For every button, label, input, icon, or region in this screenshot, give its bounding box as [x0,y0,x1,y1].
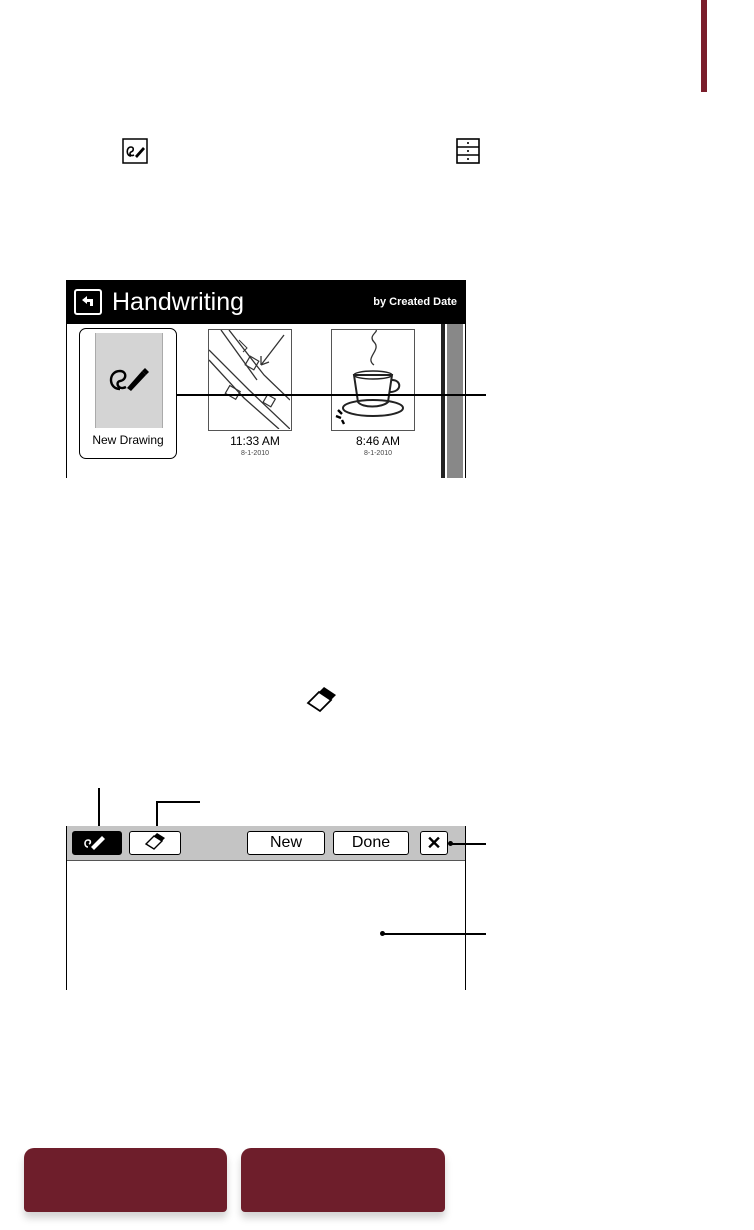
done-button[interactable]: Done [333,831,409,855]
scrollbar-track [441,324,445,478]
eraser-icon [131,832,179,852]
drawing-time: 11:33 AM [230,434,280,448]
scrollbar-thumb[interactable] [447,324,463,478]
drawing-date: 8-1-2010 [363,450,393,457]
map-sketch [209,330,290,429]
title-bar [67,280,465,324]
next-page-button[interactable] [241,1148,445,1212]
close-button[interactable]: ✕ [420,831,448,855]
coffee-drawing-thumbnail [331,329,415,431]
back-arrow-icon [76,291,100,313]
callout-line [450,843,486,845]
screen-title: Handwriting [112,288,245,316]
previous-page-button[interactable] [24,1148,227,1212]
new-button[interactable]: New [247,831,325,855]
coffee-cup-sketch [332,330,413,429]
sort-menu-icon [455,138,481,164]
map-drawing-thumbnail [208,329,292,431]
page-edge-tab [701,0,707,92]
new-drawing-tile[interactable] [79,328,177,459]
back-button[interactable] [74,289,102,315]
pen-tool-button[interactable] [72,831,122,855]
handwriting-list-screen [66,280,466,478]
handwriting-pen-icon [96,333,162,428]
pen-icon [74,832,120,852]
drawing-screen [66,826,466,990]
callout-line [383,933,486,935]
drawing-time: 8:46 AM [355,434,401,448]
drawing-date: 8-1-2010 [240,450,270,457]
eraser-icon [304,686,338,714]
callout-line [176,394,486,396]
new-drawing-label: New Drawing [92,433,164,447]
drawing-canvas[interactable] [67,861,465,990]
scrollbar[interactable] [437,324,465,478]
eraser-tool-button[interactable] [129,831,181,855]
drawing-toolbar [67,826,465,861]
new-drawing-thumbnail [95,333,163,428]
callout-line [156,801,200,803]
sort-order-label[interactable]: by Created Date [373,296,457,308]
handwriting-icon [122,138,148,164]
